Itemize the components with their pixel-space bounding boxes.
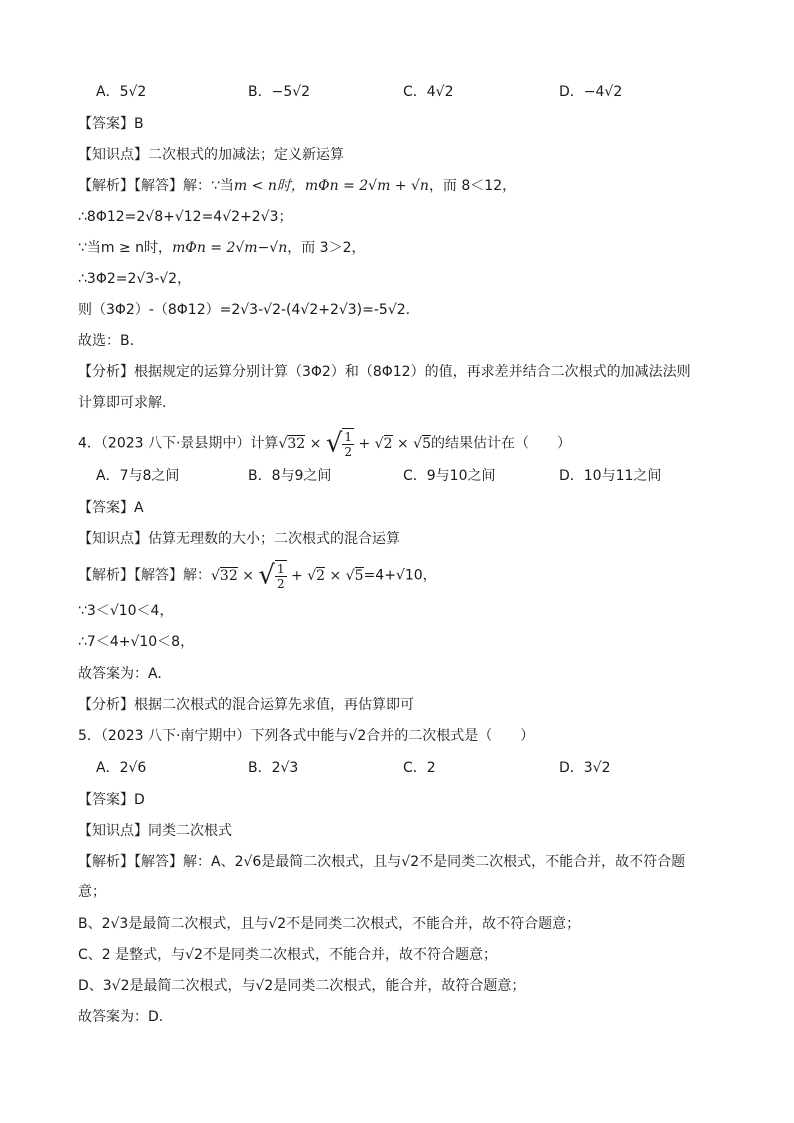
- q3-fenxi-line2: 计算即可求解.: [78, 395, 167, 411]
- q5-answer: 【答案】D: [78, 792, 145, 808]
- q3-fenxi-line1: 【分析】根据规定的运算分别计算（3Φ2）和（8Φ12）的值，再求差并结合二次根式的加减法法则: [78, 364, 691, 380]
- q4-option-d: D．10与11之间: [559, 468, 662, 484]
- q4-option-a: A．7与8之间: [96, 468, 180, 484]
- q3-option-a: A．5√2: [96, 84, 147, 100]
- q5-option-a: A．2√6: [96, 760, 147, 776]
- q3-option-d: D．−4√2: [559, 84, 623, 100]
- q5-analysis-line1b: 意；: [78, 884, 106, 900]
- q5-analysis-line4: D、3√2是最简二次根式，与√2是同类二次根式，能合并，故符合题意；: [78, 978, 526, 994]
- q4-stem-tail: 的结果估计在（ ）: [431, 435, 572, 452]
- q5-analysis-line1: 【解析】【解答】解：A、2√6是最简二次根式，且与√2不是同类二次根式，不能合并，故不符合题: [78, 854, 686, 870]
- q4-stem: [78, 428, 571, 459]
- q4-analysis-expression: √32 × √ $\frac{1}{2}$ + √2 × √5: [211, 560, 364, 591]
- q3-analysis-tail: ，而 8＜12，: [428, 178, 517, 194]
- q4-fenxi: 【分析】根据二次根式的混合运算先求值，再估算即可: [78, 697, 414, 713]
- q5-option-c: C．2: [403, 760, 436, 776]
- q3-analysis-line2: ∴8Φ12=2√8+√12=4√2+2√3；: [78, 209, 293, 225]
- q3-knowledge: 【知识点】二次根式的加减法；定义新运算: [78, 147, 344, 163]
- q4-stem-head: 4．（2023 八下·景县期中）计算: [78, 435, 279, 452]
- q3-analysis-expr: mΦn = 2√m + √n: [304, 178, 429, 194]
- q3-line3-tail: ，而 3＞2，: [287, 240, 366, 256]
- q4-expression: √32 × √ $\frac{1}{2}$ + √2 × √5: [278, 428, 432, 459]
- q4-analysis-line2: ∵3＜√10＜4，: [78, 603, 174, 619]
- q4-option-c: C．9与10之间: [403, 468, 496, 484]
- q5-option-d: D．3√2: [559, 760, 611, 776]
- q3-analysis-line3: [78, 238, 366, 258]
- q3-analysis-line6: 故选：B.: [78, 333, 135, 349]
- q5-analysis-line5: 故答案为：D.: [78, 1009, 164, 1025]
- q3-option-b: B．−5√2: [248, 84, 311, 100]
- q4-option-b: B．8与9之间: [248, 468, 332, 484]
- q4-answer: 【答案】A: [78, 500, 144, 516]
- q3-line3-cond: ∵当m ≥ n时，: [78, 240, 173, 256]
- q3-answer: 【答案】B: [78, 116, 144, 132]
- q3-analysis-line1: [78, 176, 516, 196]
- q5-stem: 5．（2023 八下·南宁期中）下列各式中能与√2合并的二次根式是（ ）: [78, 728, 535, 744]
- q5-knowledge: 【知识点】同类二次根式: [78, 823, 232, 839]
- q5-analysis-line3: C、2 是整式，与√2不是同类二次根式，不能合并，故不符合题意；: [78, 947, 497, 963]
- q4-analysis-line3: ∴7＜4+√10＜8，: [78, 634, 195, 650]
- q3-analysis-line4: ∴3Φ2=2√3-√2，: [78, 271, 192, 287]
- q3-analysis-line5: 则（3Φ2）-（8Φ12）=2√3-√2-(4√2+2√3)=-5√2.: [78, 302, 411, 318]
- q4-analysis-line1: [78, 560, 437, 591]
- q3-analysis-head: 【解析】【解答】解：∵当: [78, 178, 234, 194]
- q4-analysis-line4: 故答案为：A.: [78, 666, 162, 682]
- q3-analysis-cond: m < n时，: [233, 178, 305, 194]
- q4-analysis-result: =4+√10，: [363, 567, 437, 584]
- q5-analysis-line2: B、2√3是最简二次根式，且与√2不是同类二次根式，不能合并，故不符合题意；: [78, 916, 581, 932]
- q4-knowledge: 【知识点】估算无理数的大小；二次根式的混合运算: [78, 531, 400, 547]
- q3-line3-expr: mΦn = 2√m−√n: [172, 240, 288, 256]
- q5-option-b: B．2√3: [248, 760, 299, 776]
- q4-analysis-head: 【解析】【解答】解：: [78, 567, 211, 584]
- q3-option-c: C．4√2: [403, 84, 454, 100]
